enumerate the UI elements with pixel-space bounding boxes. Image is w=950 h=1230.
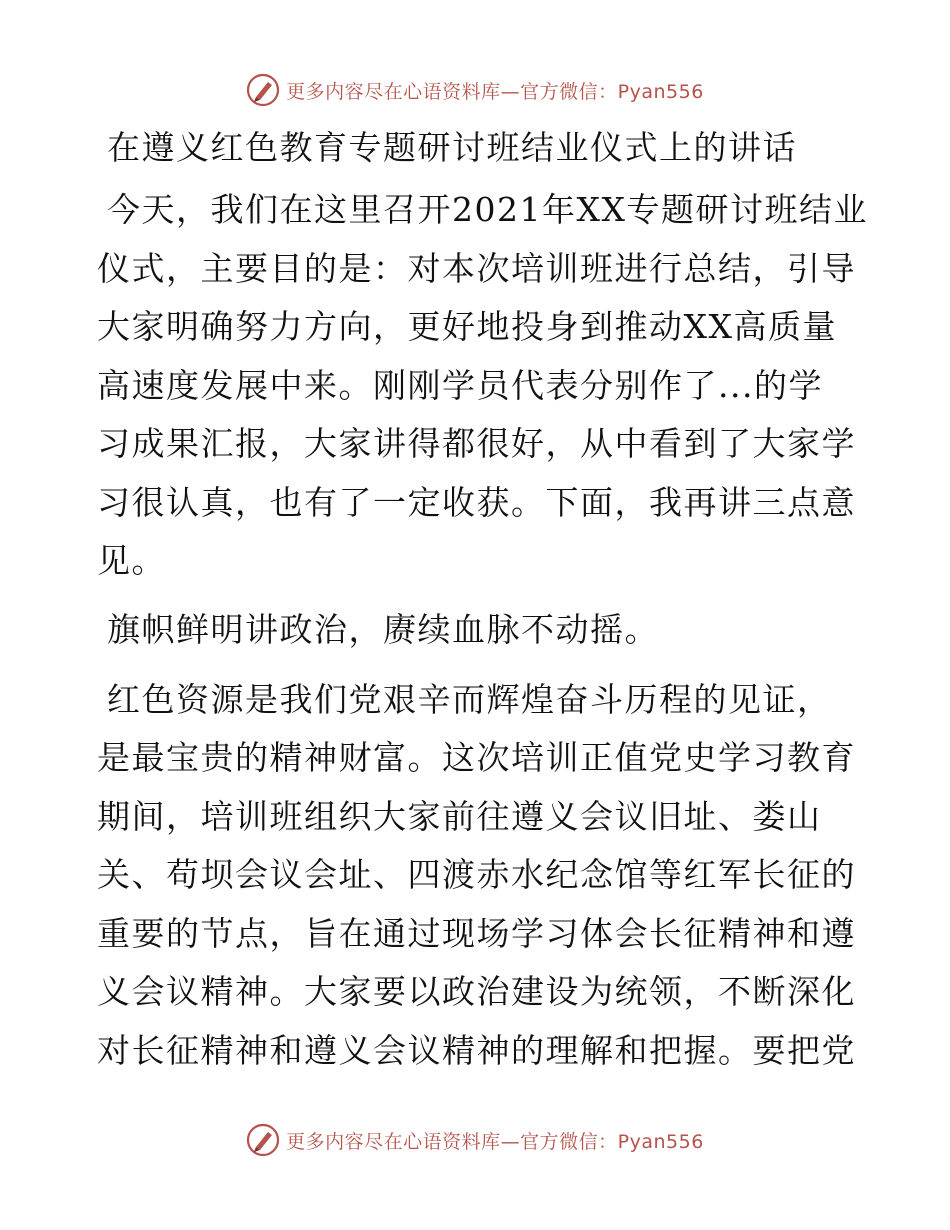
paragraph-line: 大家明确努力方向，更好地投身到推动XX高质量 bbox=[97, 307, 837, 346]
paragraph-1 bbox=[97, 181, 868, 591]
paragraph-line: 红色资源是我们党艰辛而辉煌奋斗历程的见证， bbox=[107, 679, 832, 719]
document-title: 在遵义红色教育专题研讨班结业仪式上的讲话 bbox=[107, 128, 797, 167]
paragraph-line: 仪式，主要目的是：对本次培训班进行总结，引导 bbox=[97, 248, 856, 288]
paragraph-line: 今天，我们在这里召开2021年XX专题研讨班结业 bbox=[107, 190, 868, 229]
paragraph-line: 习成果汇报，大家讲得都很好，从中看到了大家学 bbox=[97, 424, 856, 463]
section-heading: 旗帜鲜明讲政治，赓续血脉不动摇。 bbox=[107, 609, 659, 649]
paragraph-line: 义会议精神。大家要以政治建设为统领，不断深化 bbox=[97, 972, 856, 1011]
paragraph-line: 重要的节点，旨在通过现场学习体会长征精神和遵 bbox=[97, 913, 856, 953]
document-body bbox=[97, 125, 868, 1090]
pen-logo-icon bbox=[246, 1123, 280, 1157]
paragraph-line: 关、苟坝会议会址、四渡赤水纪念馆等红军长征的 bbox=[97, 855, 856, 894]
paragraph-line: 习很认真，也有了一定收获。下面，我再讲三点意 bbox=[97, 482, 856, 522]
header-watermark bbox=[0, 70, 950, 110]
paragraph-line: 高速度发展中来。刚刚学员代表分别作了...的学 bbox=[97, 365, 823, 405]
footer-watermark bbox=[0, 1120, 950, 1160]
paragraph-line: 见。 bbox=[97, 541, 166, 580]
pen-logo-icon bbox=[246, 73, 280, 107]
watermark-text: 更多内容尽在心语资料库—官方微信：Pyan556 bbox=[286, 80, 704, 103]
paragraph-line: 是最宝贵的精神财富。这次培训正值党史学习教育 bbox=[97, 738, 856, 777]
paragraph-line: 对长征精神和遵义会议精神的理解和把握。要把党 bbox=[97, 1030, 856, 1070]
paragraph-line: 期间，培训班组织大家前往遵义会议旧址、娄山 bbox=[97, 796, 822, 836]
watermark-text: 更多内容尽在心语资料库—官方微信：Pyan556 bbox=[286, 1130, 704, 1153]
paragraph-2 bbox=[97, 671, 857, 1081]
